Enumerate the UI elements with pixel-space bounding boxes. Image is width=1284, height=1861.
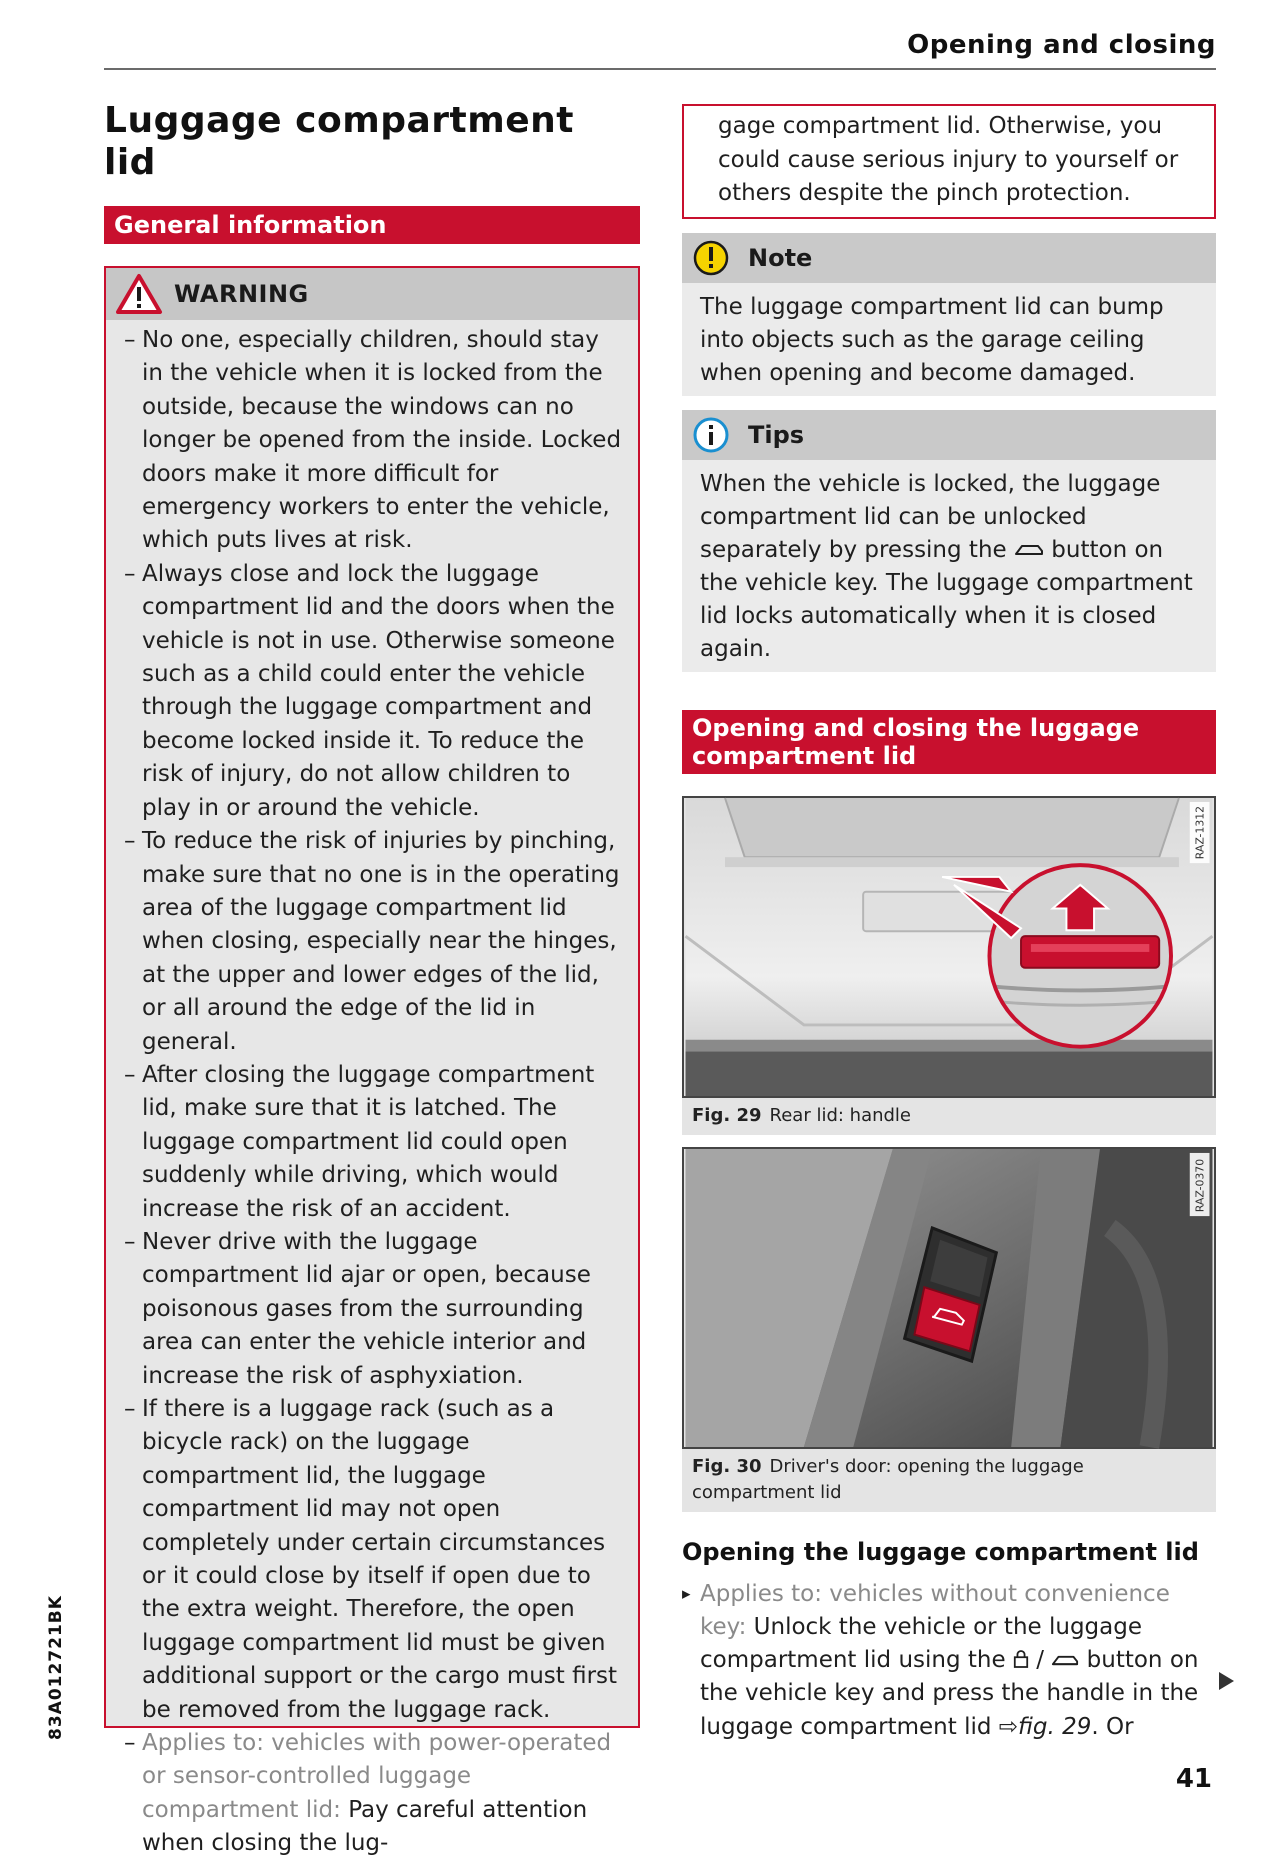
warning-box: [104, 266, 640, 1857]
opening-closing-heading-line1: Opening and closing the luggage: [692, 713, 1140, 742]
fig29-code: RAZ-1312: [1193, 805, 1207, 859]
opening-closing-heading-line2: compartment lid: [692, 741, 917, 770]
step-text-1: Unlock the vehicle or the luggage compartment lid using the: [700, 1613, 1142, 1674]
warning-heading: WARNING: [174, 280, 309, 308]
warning-header: [106, 268, 638, 320]
note-text: The luggage compartment lid can bump into objects such as the garage ceiling when opening and become damaged.: [700, 293, 1164, 386]
note-header: [682, 233, 1216, 283]
figure-29-caption: [682, 1098, 1216, 1135]
general-information-heading: General information: [104, 206, 640, 244]
figure-30-caption-text: Driver's door: opening the luggage compartment lid: [692, 1455, 1084, 1503]
left-column: [104, 100, 640, 1857]
opening-closing-heading: [682, 710, 1216, 774]
applies-to-note: Applies to: vehicles without convenience key:: [700, 1580, 1170, 1640]
warning-item: – After closing the luggage compartment lid, make sure that it is latched. The luggage compartment lid could open suddenly while driving, which would increase the risk of an accident.: [124, 1059, 626, 1226]
warning-item: – If there is a luggage rack (such as a bicycle rack) on the luggage compartment lid, the luggage compartment lid may not open completely under certain circumstances or it could close by itself if open due to the extra weight. Therefore, the open luggage compartment lid must be given additional support or the cargo must first be removed from the luggage rack.: [124, 1393, 626, 1727]
step-slash: /: [1036, 1647, 1045, 1674]
warning-item-text: Pay careful attention when closing the lug-: [142, 1796, 588, 1857]
figure-30-caption: [682, 1449, 1216, 1512]
warning-item: – Always close and lock the luggage compartment lid and the doors when the vehicle is not in use. Otherwise someone such as a child could enter the vehicle through the luggage compartment and become locked inside it. To reduce the risk of injury, do not allow children to play in or around the vehicle.: [124, 558, 626, 825]
warning-item: – Never drive with the luggage compartment lid ajar or open, because poisonous gases from the surrounding area can enter the vehicle interior and increase the risk of asphyxiation.: [124, 1226, 626, 1393]
trunk-key-icon: [1051, 1653, 1079, 1668]
opening-lid-subheading: Opening the luggage compartment lid: [682, 1537, 1199, 1566]
figure-29-caption-text: Rear lid: handle: [769, 1104, 912, 1126]
figure-reference-link[interactable]: fig. 29: [1018, 1713, 1092, 1740]
tips-box: [682, 410, 1216, 672]
warning-continuation: gage compartment lid. Otherwise, you could cause serious injury to yourself or others despite the pinch protection.: [682, 104, 1216, 219]
page-number: 41: [1175, 1764, 1212, 1794]
warning-list: [106, 320, 638, 1861]
section-title: [104, 100, 640, 184]
rear-lid-handle-illustration: [682, 796, 1216, 1098]
warning-item: – To reduce the risk of injuries by pinching, make sure that no one is in the operating area of the luggage compartment lid when closing, especially near the hinges, at the upper and lower edges of the lid, or all around the edge of the lid in general.: [124, 825, 626, 1059]
note-heading: Note: [748, 243, 813, 272]
tips-header: [682, 410, 1216, 460]
header-rule: [104, 68, 1216, 70]
drivers-door-button-illustration: [682, 1147, 1216, 1449]
section-title-line1: Luggage compartment: [104, 100, 574, 141]
warning-triangle-icon: [116, 274, 162, 314]
warning-item: – No one, especially children, should stay in the vehicle when it is locked from the outside, because the windows can no longer be opened from the inside. Locked doors make it more difficult for emergency workers to enter the vehicle, which puts lives at risk.: [124, 324, 626, 558]
arrow-ref-icon: ⇨: [998, 1713, 1019, 1740]
right-column: [682, 104, 1216, 1744]
info-circle-icon: [692, 416, 730, 454]
trunk-key-icon: [1014, 542, 1044, 558]
opening-step: [682, 1578, 1216, 1744]
tips-text: [682, 460, 1216, 672]
figure-29: [682, 796, 1216, 1135]
continue-arrow-icon: [1219, 1672, 1234, 1690]
step-text-2: button on the vehicle key and press the handle in the luggage compartment lid: [700, 1647, 1199, 1740]
tips-text-part2: button on the vehicle key. The luggage compartment lid locks automatically when it is closed again.: [700, 536, 1193, 662]
applies-to-note: Applies to: vehicles with power-operated or sensor-controlled luggage compartment lid:: [142, 1730, 612, 1823]
section-title-line2: lid: [104, 142, 156, 183]
warning-item-last: [124, 1727, 626, 1861]
step-bullet-icon: ▸: [682, 1583, 691, 1604]
figure-30: [682, 1147, 1216, 1512]
tips-text-part1: When the vehicle is locked, the luggage compartment lid can be unlocked separately by pressing the: [700, 470, 1161, 563]
document-code: 83A012721BK: [46, 1595, 66, 1740]
tips-heading: Tips: [748, 420, 805, 449]
figure-29-label: Fig. 29: [692, 1104, 762, 1126]
exclamation-circle-icon: [692, 239, 730, 277]
lock-icon: [1013, 1649, 1029, 1669]
fig30-code: RAZ-0370: [1193, 1158, 1207, 1212]
note-box: [682, 233, 1216, 396]
figure-30-label: Fig. 30: [692, 1455, 762, 1477]
step-text-3: . Or: [1091, 1713, 1134, 1740]
running-header: Opening and closing: [907, 30, 1216, 60]
